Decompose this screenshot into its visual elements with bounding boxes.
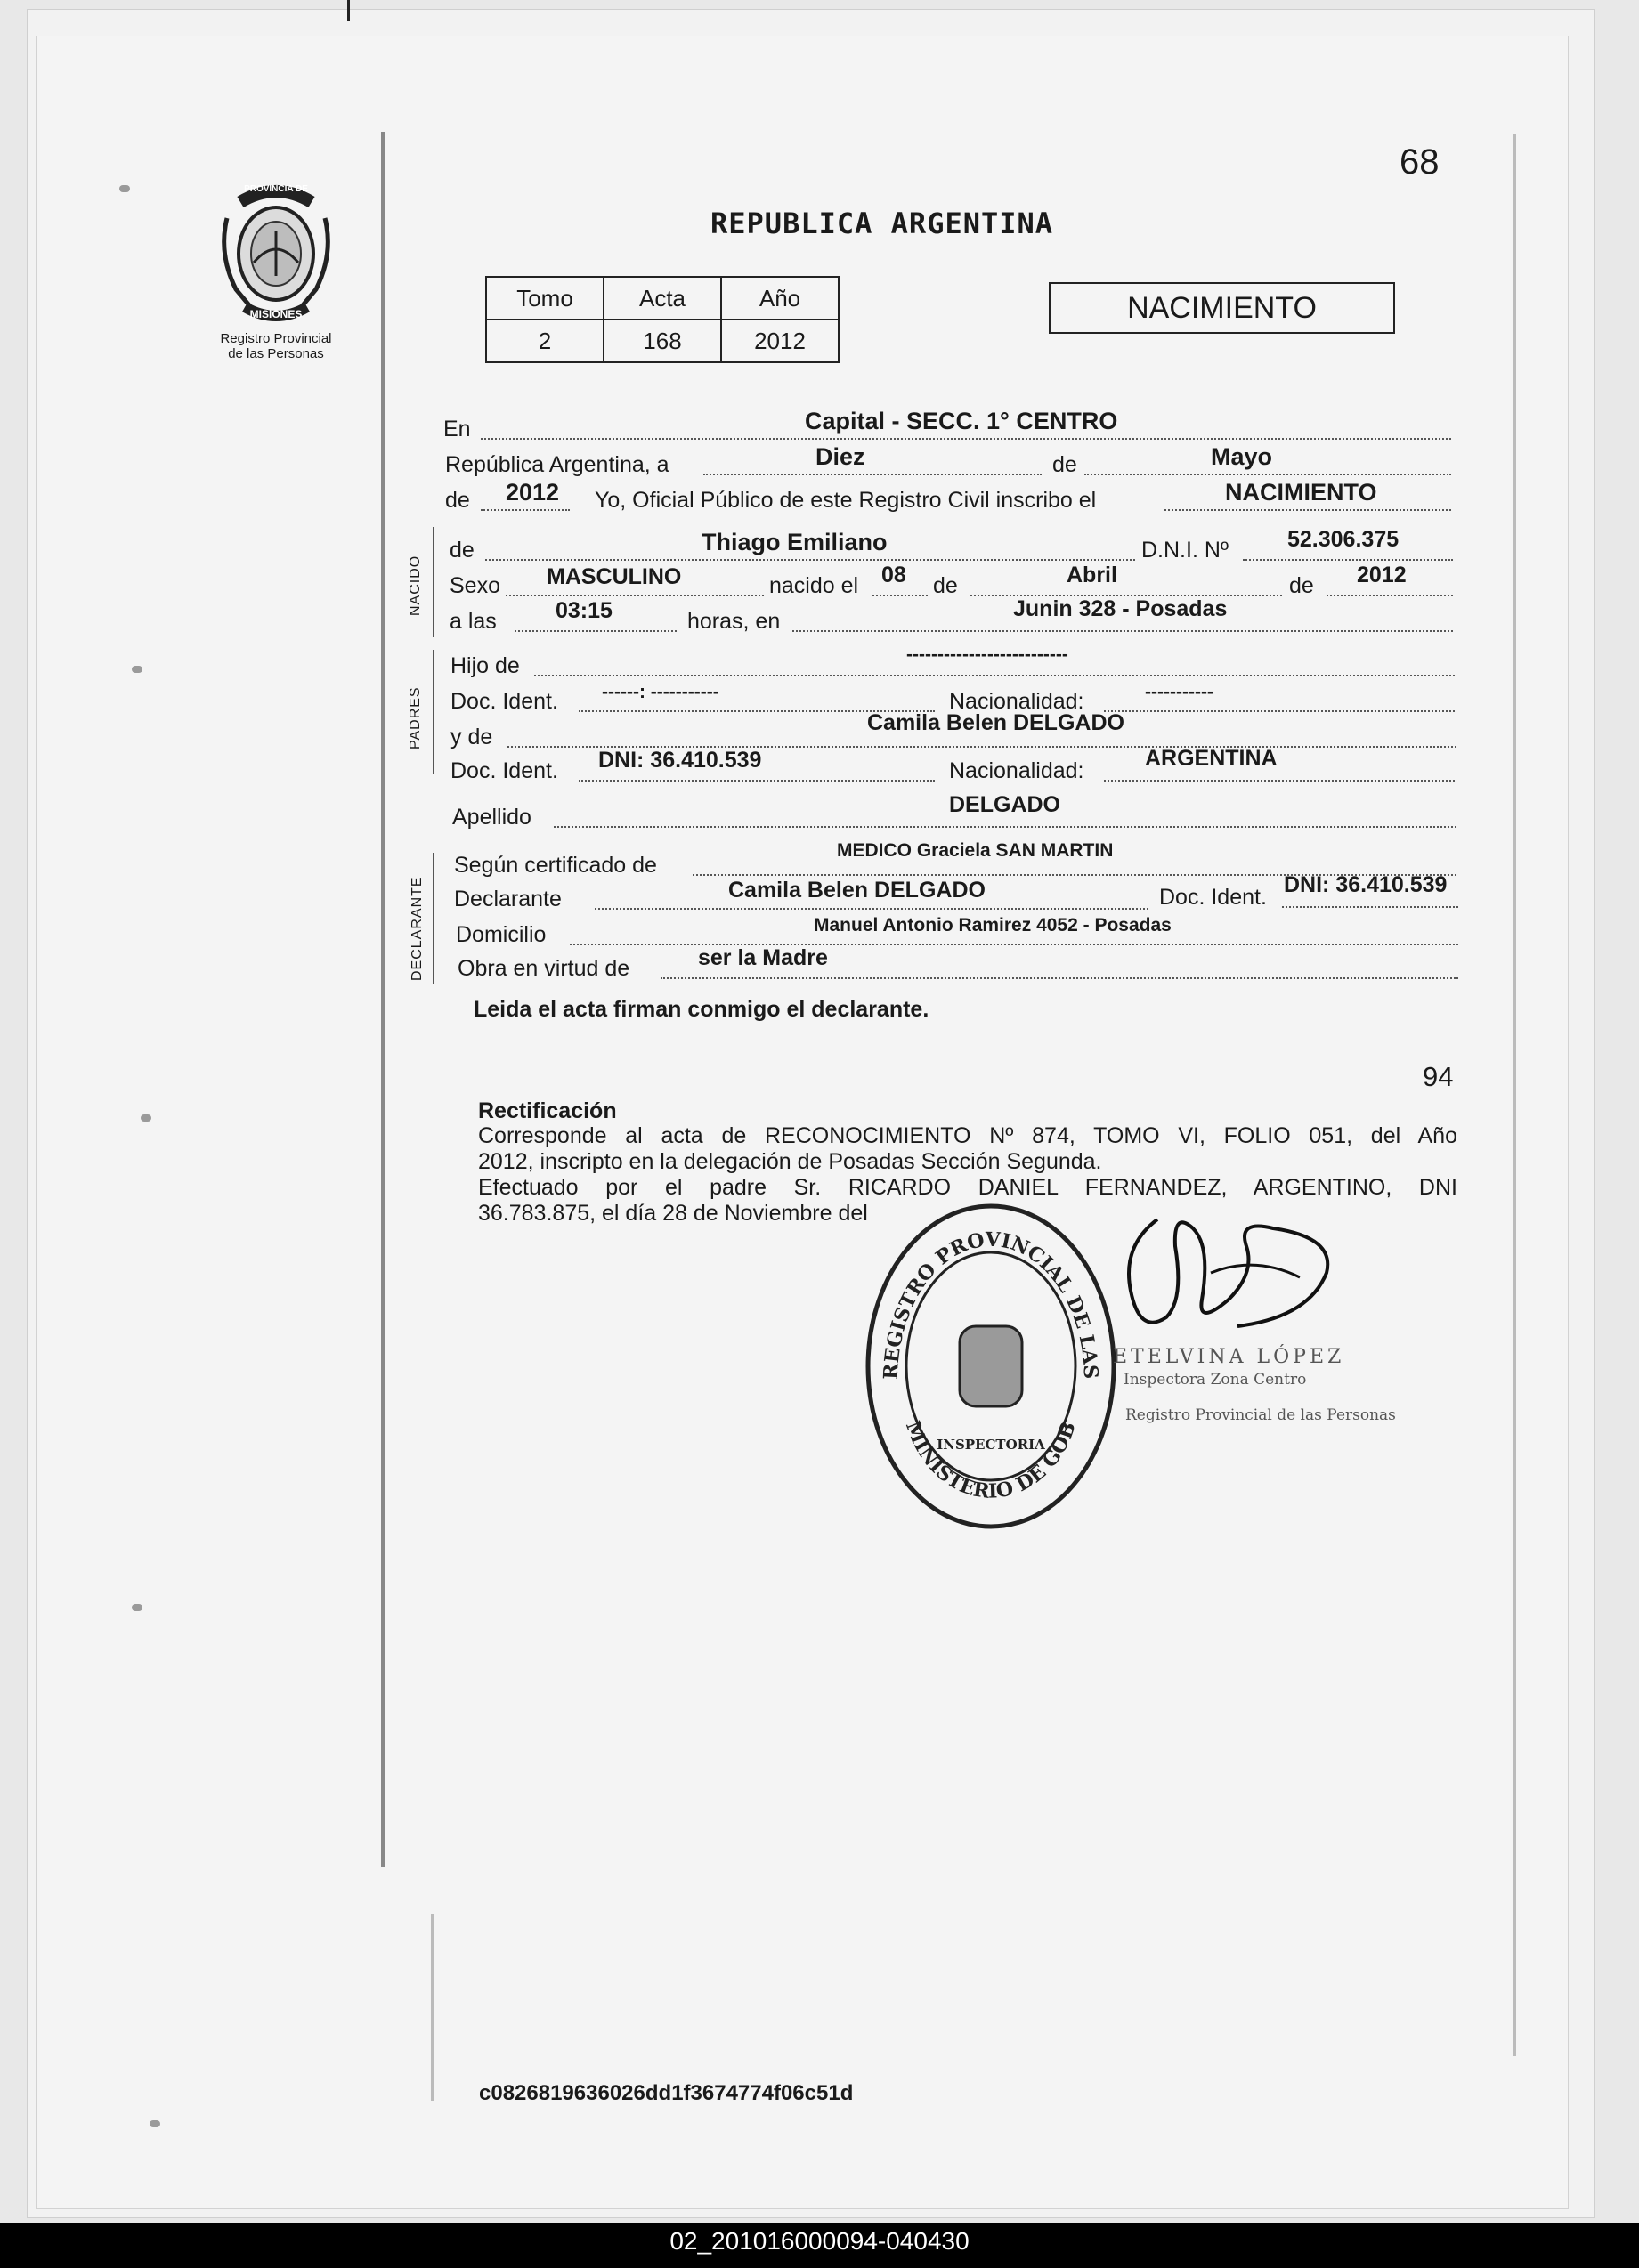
label-sexo: Sexo — [450, 573, 500, 598]
secondary-number: 94 — [1423, 1061, 1454, 1092]
rectificacion-line: 36.783.875, el día 28 de Noviembre del — [478, 1201, 868, 1226]
label-yo-oficial: Yo, Oficial Público de este Registro Civil inscribo el — [595, 488, 1097, 513]
punch-mark — [119, 185, 130, 192]
label-obra-en-virtud: Obra en virtud de — [458, 956, 630, 981]
value-virtud: ser la Madre — [698, 945, 828, 970]
value-lugar-nac: Junin 328 - Posadas — [1013, 596, 1228, 621]
top-edge-mark — [347, 0, 457, 21]
label-apellido: Apellido — [452, 805, 531, 830]
value-lugar: Capital - SECC. 1° CENTRO — [805, 408, 1118, 434]
stamp-inner: INSPECTORIA — [937, 1437, 1045, 1453]
value-sexo: MASCULINO — [547, 564, 682, 589]
dotted-line — [1104, 780, 1455, 782]
dotted-line — [485, 559, 1135, 561]
dotted-line — [506, 595, 764, 596]
signatory-name: ETELVINA LÓPEZ — [1113, 1346, 1345, 1368]
signature — [1104, 1193, 1371, 1362]
province-emblem — [209, 182, 343, 325]
dotted-line — [1164, 509, 1451, 511]
punch-mark — [132, 666, 142, 673]
dotted-line — [1084, 474, 1451, 475]
value-nombre: Thiago Emiliano — [702, 529, 888, 555]
dotted-line — [481, 509, 570, 511]
record-table — [485, 276, 840, 363]
stamp-outer-top: REGISTRO PROVINCIAL DE LAS — [879, 1227, 1103, 1381]
value-mes: Mayo — [1211, 443, 1273, 470]
inner-rule — [431, 1914, 434, 2101]
value-nac-madre: ARGENTINA — [1145, 746, 1278, 771]
value-madre: Camila Belen DELGADO — [867, 710, 1124, 735]
value-nac-dia: 08 — [881, 563, 906, 587]
label-horas-en: horas, en — [687, 609, 781, 634]
dotted-line — [1282, 906, 1458, 908]
dotted-line — [579, 780, 935, 782]
value-doc-declarante: DNI: 36.410.539 — [1284, 872, 1448, 897]
value-doc-madre: DNI: 36.410.539 — [598, 748, 762, 773]
punch-mark — [132, 1604, 142, 1611]
value-nac-anio: 2012 — [1357, 563, 1407, 587]
dotted-line — [515, 630, 677, 632]
record-type-box: NACIMIENTO — [1049, 282, 1395, 334]
section-bracket — [433, 527, 434, 637]
label-de: de — [933, 573, 958, 598]
seal-bottom-text: MISIONES — [249, 308, 303, 320]
value-domicilio: Manuel Antonio Ramirez 4052 - Posadas — [814, 915, 1172, 936]
punch-mark — [150, 2120, 160, 2127]
dotted-line — [1243, 559, 1453, 561]
value-apellido: DELGADO — [949, 792, 1060, 817]
dotted-line — [534, 675, 1455, 676]
label-doc-ident: Doc. Ident. — [450, 758, 558, 783]
emblem-caption — [178, 331, 374, 361]
label-de: de — [450, 538, 475, 563]
official-stamp — [862, 1202, 1120, 1531]
label-domicilio: Domicilio — [456, 922, 547, 947]
label-declarante: Declarante — [454, 887, 562, 911]
signatory-title: Inspectora Zona Centro — [1124, 1371, 1307, 1389]
emblem-org-line1: Registro Provincial — [220, 331, 332, 346]
value-anio: 2012 — [506, 479, 560, 506]
record-table-header-row — [486, 277, 839, 320]
dotted-line — [554, 826, 1456, 828]
label-de: de — [1052, 452, 1077, 477]
label-de: de — [1289, 573, 1314, 598]
seal-top-text: PROVINCIA DE — [244, 184, 308, 194]
section-padres: PADRES — [408, 686, 423, 749]
record-table-value-row — [486, 320, 839, 362]
dotted-line — [703, 474, 1042, 475]
dotted-line — [481, 438, 1451, 440]
label-a-las: a las — [450, 609, 497, 634]
page-number: 68 — [1400, 142, 1440, 182]
value-hora: 03:15 — [556, 598, 613, 623]
right-rule — [1513, 134, 1516, 2056]
record-table-value: 168 — [604, 320, 721, 362]
label-hijo-de: Hijo de — [450, 653, 520, 678]
value-dni: 52.306.375 — [1287, 527, 1400, 552]
section-bracket — [433, 650, 434, 774]
value-declarante: Camila Belen DELGADO — [728, 878, 986, 903]
footer-id: 02_201016000094-040430 — [669, 2227, 970, 2255]
rectificacion-title: Rectificación — [478, 1098, 617, 1123]
dotted-line — [595, 908, 1148, 910]
section-bracket — [433, 853, 434, 984]
value-hijo-de: -------------------------- — [906, 644, 1068, 665]
document-hash: c0826819636026dd1f3674774f06c51d — [479, 2081, 854, 2105]
stamp-outer-bottom: MINISTERIO DE GOB — [900, 1418, 1081, 1503]
rectificacion-line: 2012, inscripto en la delegación de Posadas Sección Segunda. — [478, 1149, 1102, 1174]
record-table-value: 2 — [486, 320, 604, 362]
margin-rule — [381, 132, 385, 1867]
signatory-org: Registro Provincial de las Personas — [1125, 1406, 1396, 1424]
label-doc-ident: Doc. Ident. — [1159, 885, 1267, 910]
label-segun-certificado: Según certificado de — [454, 853, 657, 878]
label-doc-ident: Doc. Ident. — [450, 689, 558, 714]
label-republica: República Argentina, a — [445, 452, 669, 477]
value-nac-padre: ----------- — [1145, 682, 1213, 702]
dotted-line — [1104, 710, 1455, 712]
dotted-line — [872, 595, 928, 596]
label-dni-no: D.N.I. Nº — [1141, 538, 1229, 563]
punch-mark — [141, 1114, 151, 1122]
rectificacion-line: Corresponde al acta de RECONOCIMIENTO Nº 874, TOMO VI, FOLIO 051, del Año — [478, 1123, 1457, 1148]
value-doc-padre: ------: ----------- — [602, 682, 719, 702]
record-table-value: 2012 — [721, 320, 839, 362]
label-nacido-el: nacido el — [769, 573, 859, 598]
record-table-header: Año — [721, 277, 839, 320]
label-y-de: y de — [450, 725, 493, 749]
label-nacionalidad: Nacionalidad: — [949, 758, 1084, 783]
closing-statement: Leida el acta firman conmigo el declarante. — [474, 997, 929, 1022]
value-dia: Diez — [815, 443, 865, 470]
record-table-header: Tomo — [486, 277, 604, 320]
rectificacion-line: Efectuado por el padre Sr. RICARDO DANIEL FERNANDEZ, ARGENTINO, DNI — [478, 1175, 1457, 1200]
value-certificado: MEDICO Graciela SAN MARTIN — [837, 840, 1114, 861]
emblem-org-line2: de las Personas — [228, 346, 324, 361]
dotted-line — [661, 977, 1458, 979]
label-en: En — [443, 417, 471, 441]
dotted-line — [792, 630, 1453, 632]
value-nac-mes: Abril — [1067, 563, 1117, 587]
value-tipo: NACIMIENTO — [1225, 479, 1377, 506]
dotted-line — [1327, 595, 1453, 596]
label-nacionalidad: Nacionalidad: — [949, 689, 1084, 714]
record-table-header: Acta — [604, 277, 721, 320]
label-de: de — [445, 488, 470, 513]
country-title: REPUBLICA ARGENTINA — [710, 207, 1054, 240]
section-nacido: NACIDO — [408, 555, 423, 616]
section-declarante: DECLARANTE — [410, 876, 425, 981]
